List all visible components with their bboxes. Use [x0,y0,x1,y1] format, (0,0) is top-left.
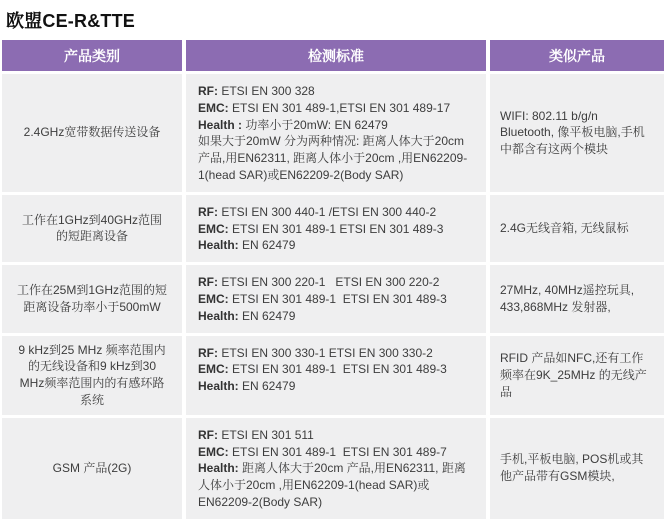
rf-value: ETSI EN 301 511 [218,427,314,442]
emc-label: EMC: [198,291,229,306]
emc-label: EMC: [198,100,229,115]
rf-value: ETSI EN 300 328 [218,84,315,98]
health-standard-line [198,117,474,134]
category-cell: GSM 产品(2G) [2,418,182,519]
emc-value: ETSI EN 301 489-1,ETSI EN 301 489-17 [228,100,451,115]
rf-label: RF: [198,345,218,360]
emc-label: EMC: [198,221,229,236]
table-row [2,336,664,415]
emc-standard-line [198,291,474,308]
emc-value: ETSI EN 301 489-1 ETSI EN 301 489-3 [228,221,444,236]
header-similar-products: 类似产品 [490,40,664,71]
health-value: EN 62479 [238,308,296,323]
table-row [2,265,664,332]
standards-cell [186,265,486,332]
certification-table [2,40,664,519]
emc-standard-line [198,444,474,461]
standards-cell [186,74,486,192]
emc-standard-line [198,361,474,378]
rf-label: RF: [198,84,218,98]
rf-standard-line [198,274,474,291]
rf-value: ETSI EN 300 440-1 /ETSI EN 300 440-2 [218,204,437,219]
rf-value: ETSI EN 300 220-1 ETSI EN 300 220-2 [218,275,440,290]
rf-label: RF: [198,275,218,290]
rf-standard-line [198,345,474,362]
similar-products-text: 2.4G无线音箱, 无线鼠标 [500,221,629,236]
standards-cell [186,418,486,519]
similar-products-cell [490,336,664,415]
emc-label: EMC: [198,362,229,377]
similar-products-cell [490,195,664,262]
table-row [2,74,664,192]
category-cell: 9 kHz到25 MHz 频率范围内的无线设备和9 kHz到30 MHz频率范围内的有感环路系统 [2,336,182,415]
health-label: Health: [198,238,239,253]
category-cell: 2.4GHz宽带数据传送设备 [2,74,182,192]
health-value: EN 62479 [238,379,296,394]
emc-standard-line [198,100,474,117]
similar-products-cell [490,418,664,519]
header-product-category: 产品类别 [2,40,182,71]
table-header-row [2,40,664,71]
rf-standard-line [198,204,474,221]
similar-products-cell [490,74,664,192]
rf-standard-line [198,427,474,444]
rf-label: RF: [198,204,218,219]
standards-cell [186,195,486,262]
rf-value: ETSI EN 300 330-1 ETSI EN 300 330-2 [218,345,433,360]
rf-label: RF: [198,427,218,442]
page-title: 欧盟CE-R&TTE [6,11,135,31]
health-label: Health: [198,379,239,394]
health-standard-line [198,237,474,254]
health-standard-line [198,460,474,510]
standards-cell [186,336,486,415]
health-note-line: 如果大于20mW 分为两种情况: 距离人体大于20cm 产品,用EN62311, 距离人体小于20cm ,用EN62209-1(head SAR)或EN62209-2(Body SAR) [198,134,468,182]
emc-standard-line [198,221,474,238]
header-test-standard: 检测标准 [186,40,486,71]
health-value: EN 62479 [238,238,296,253]
category-cell: 工作在1GHz到40GHz范围的短距离设备 [2,195,182,262]
category-cell: 工作在25M到1GHz范围的短距离设备功率小于500mW [2,265,182,332]
health-value: 功率小于20mW: EN 62479 [242,117,388,132]
emc-value: ETSI EN 301 489-1 ETSI EN 301 489-7 [228,444,447,459]
emc-value: ETSI EN 301 489-1 ETSI EN 301 489-3 [228,291,447,306]
emc-label: EMC: [198,444,229,459]
similar-products-text: 27MHz, 40MHz遥控玩具, 433,868MHz 发射器, [500,283,635,314]
similar-products-text: 手机,平板电脑, POS机或其他产品带有GSM模块, [500,452,644,484]
similar-products-text: RFID 产品如NFC,还有工作频率在9K_25MHz 的无线产品 [500,350,647,399]
similar-products-cell [490,265,664,332]
health-label: Health: [198,308,239,323]
table-row [2,195,664,262]
similar-products-text: WIFI: 802.11 b/g/n Bluetooth, 像平板电脑,手机中都含有这两个模块 [500,108,645,157]
health-standard-line [198,308,474,325]
table-row [2,418,664,519]
health-label: Health : [198,117,243,132]
health-value: 距离人体大于20cm 产品,用EN62311, 距离人体小于20cm ,用EN62209-1(head SAR)或EN62209-2(Body SAR) [198,461,466,509]
health-label: Health: [198,461,239,476]
emc-value: ETSI EN 301 489-1 ETSI EN 301 489-3 [228,362,447,377]
health-standard-line [198,378,474,395]
rf-standard-line [198,83,474,100]
